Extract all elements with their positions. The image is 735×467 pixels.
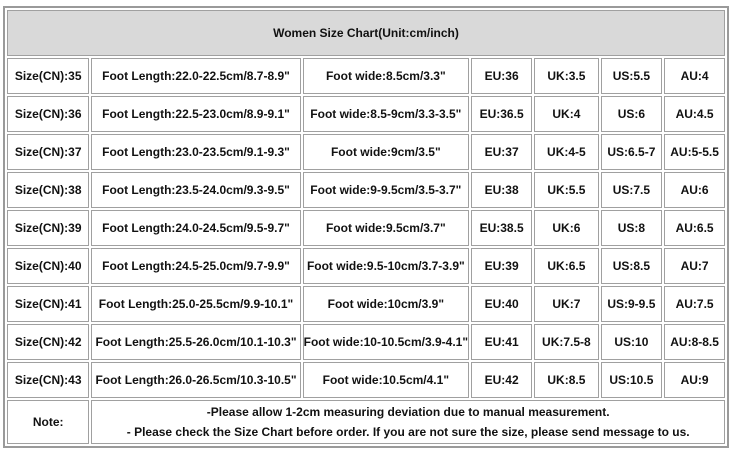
au-size-cell: AU:7 — [664, 248, 725, 284]
note-line-2: - Please check the Size Chart before order. If you are not sure the size, please send message to us. — [126, 425, 690, 439]
foot-wide-cell: Foot wide:9-9.5cm/3.5-3.7" — [303, 172, 469, 208]
au-size-cell: AU:6 — [664, 172, 725, 208]
uk-size-cell: UK:7.5-8 — [534, 324, 598, 360]
size-cn-cell: Size(CN):40 — [7, 248, 89, 284]
foot-wide-cell: Foot wide:9cm/3.5" — [303, 134, 469, 170]
foot-length-cell: Foot Length:23.5-24.0cm/9.3-9.5" — [91, 172, 300, 208]
size-row — [7, 210, 725, 246]
au-size-cell: AU:4 — [664, 58, 725, 94]
au-size-cell: AU:8-8.5 — [664, 324, 725, 360]
uk-size-cell: UK:3.5 — [534, 58, 598, 94]
note-label: Note: — [7, 400, 89, 444]
foot-wide-cell: Foot wide:8.5-9cm/3.3-3.5" — [303, 96, 469, 132]
foot-wide-cell: Foot wide:9.5-10cm/3.7-3.9" — [303, 248, 469, 284]
foot-length-cell: Foot Length:22.0-22.5cm/8.7-8.9" — [91, 58, 300, 94]
foot-length-cell: Foot Length:24.0-24.5cm/9.5-9.7" — [91, 210, 300, 246]
note-content — [91, 400, 725, 444]
size-cn-cell: Size(CN):36 — [7, 96, 89, 132]
us-size-cell: US:10.5 — [601, 362, 663, 398]
note-row — [7, 400, 725, 444]
uk-size-cell: UK:7 — [534, 286, 598, 322]
us-size-cell: US:9-9.5 — [601, 286, 663, 322]
us-size-cell: US:6 — [601, 96, 663, 132]
uk-size-cell: UK:4-5 — [534, 134, 598, 170]
us-size-cell: US:6.5-7 — [601, 134, 663, 170]
eu-size-cell: EU:38.5 — [471, 210, 532, 246]
size-chart-table — [3, 6, 729, 448]
eu-size-cell: EU:37 — [471, 134, 532, 170]
uk-size-cell: UK:6 — [534, 210, 598, 246]
eu-size-cell: EU:36 — [471, 58, 532, 94]
size-row — [7, 286, 725, 322]
uk-size-cell: UK:8.5 — [534, 362, 598, 398]
us-size-cell: US:10 — [601, 324, 663, 360]
au-size-cell: AU:7.5 — [664, 286, 725, 322]
note-line-1: -Please allow 1-2cm measuring deviation due to manual measurement. — [206, 405, 610, 419]
foot-length-cell: Foot Length:25.0-25.5cm/9.9-10.1" — [91, 286, 300, 322]
au-size-cell: AU:5-5.5 — [664, 134, 725, 170]
eu-size-cell: EU:40 — [471, 286, 532, 322]
eu-size-cell: EU:42 — [471, 362, 532, 398]
eu-size-cell: EU:39 — [471, 248, 532, 284]
foot-length-cell: Foot Length:24.5-25.0cm/9.7-9.9" — [91, 248, 300, 284]
eu-size-cell: EU:36.5 — [471, 96, 532, 132]
au-size-cell: AU:4.5 — [664, 96, 725, 132]
size-cn-cell: Size(CN):37 — [7, 134, 89, 170]
us-size-cell: US:5.5 — [601, 58, 663, 94]
size-cn-cell: Size(CN):43 — [7, 362, 89, 398]
uk-size-cell: UK:6.5 — [534, 248, 598, 284]
size-cn-cell: Size(CN):41 — [7, 286, 89, 322]
foot-wide-cell: Foot wide:10.5cm/4.1" — [303, 362, 469, 398]
size-cn-cell: Size(CN):38 — [7, 172, 89, 208]
eu-size-cell: EU:38 — [471, 172, 532, 208]
size-row — [7, 172, 725, 208]
size-row — [7, 324, 725, 360]
foot-length-cell: Foot Length:26.0-26.5cm/10.3-10.5" — [91, 362, 300, 398]
uk-size-cell: UK:4 — [534, 96, 598, 132]
size-row — [7, 58, 725, 94]
au-size-cell: AU:9 — [664, 362, 725, 398]
size-cn-cell: Size(CN):35 — [7, 58, 89, 94]
size-cn-cell: Size(CN):39 — [7, 210, 89, 246]
size-row — [7, 96, 725, 132]
foot-wide-cell: Foot wide:8.5cm/3.3" — [303, 58, 469, 94]
size-cn-cell: Size(CN):42 — [7, 324, 89, 360]
size-row — [7, 134, 725, 170]
foot-length-cell: Foot Length:22.5-23.0cm/8.9-9.1" — [91, 96, 300, 132]
foot-wide-cell: Foot wide:9.5cm/3.7" — [303, 210, 469, 246]
foot-wide-cell: Foot wide:10cm/3.9" — [303, 286, 469, 322]
chart-title: Women Size Chart(Unit:cm/inch) — [7, 10, 725, 56]
uk-size-cell: UK:5.5 — [534, 172, 598, 208]
title-row — [7, 10, 725, 56]
foot-wide-cell: Foot wide:10-10.5cm/3.9-4.1" — [303, 324, 469, 360]
us-size-cell: US:8.5 — [601, 248, 663, 284]
us-size-cell: US:8 — [601, 210, 663, 246]
size-row — [7, 248, 725, 284]
foot-length-cell: Foot Length:25.5-26.0cm/10.1-10.3" — [91, 324, 300, 360]
au-size-cell: AU:6.5 — [664, 210, 725, 246]
foot-length-cell: Foot Length:23.0-23.5cm/9.1-9.3" — [91, 134, 300, 170]
eu-size-cell: EU:41 — [471, 324, 532, 360]
us-size-cell: US:7.5 — [601, 172, 663, 208]
size-row — [7, 362, 725, 398]
